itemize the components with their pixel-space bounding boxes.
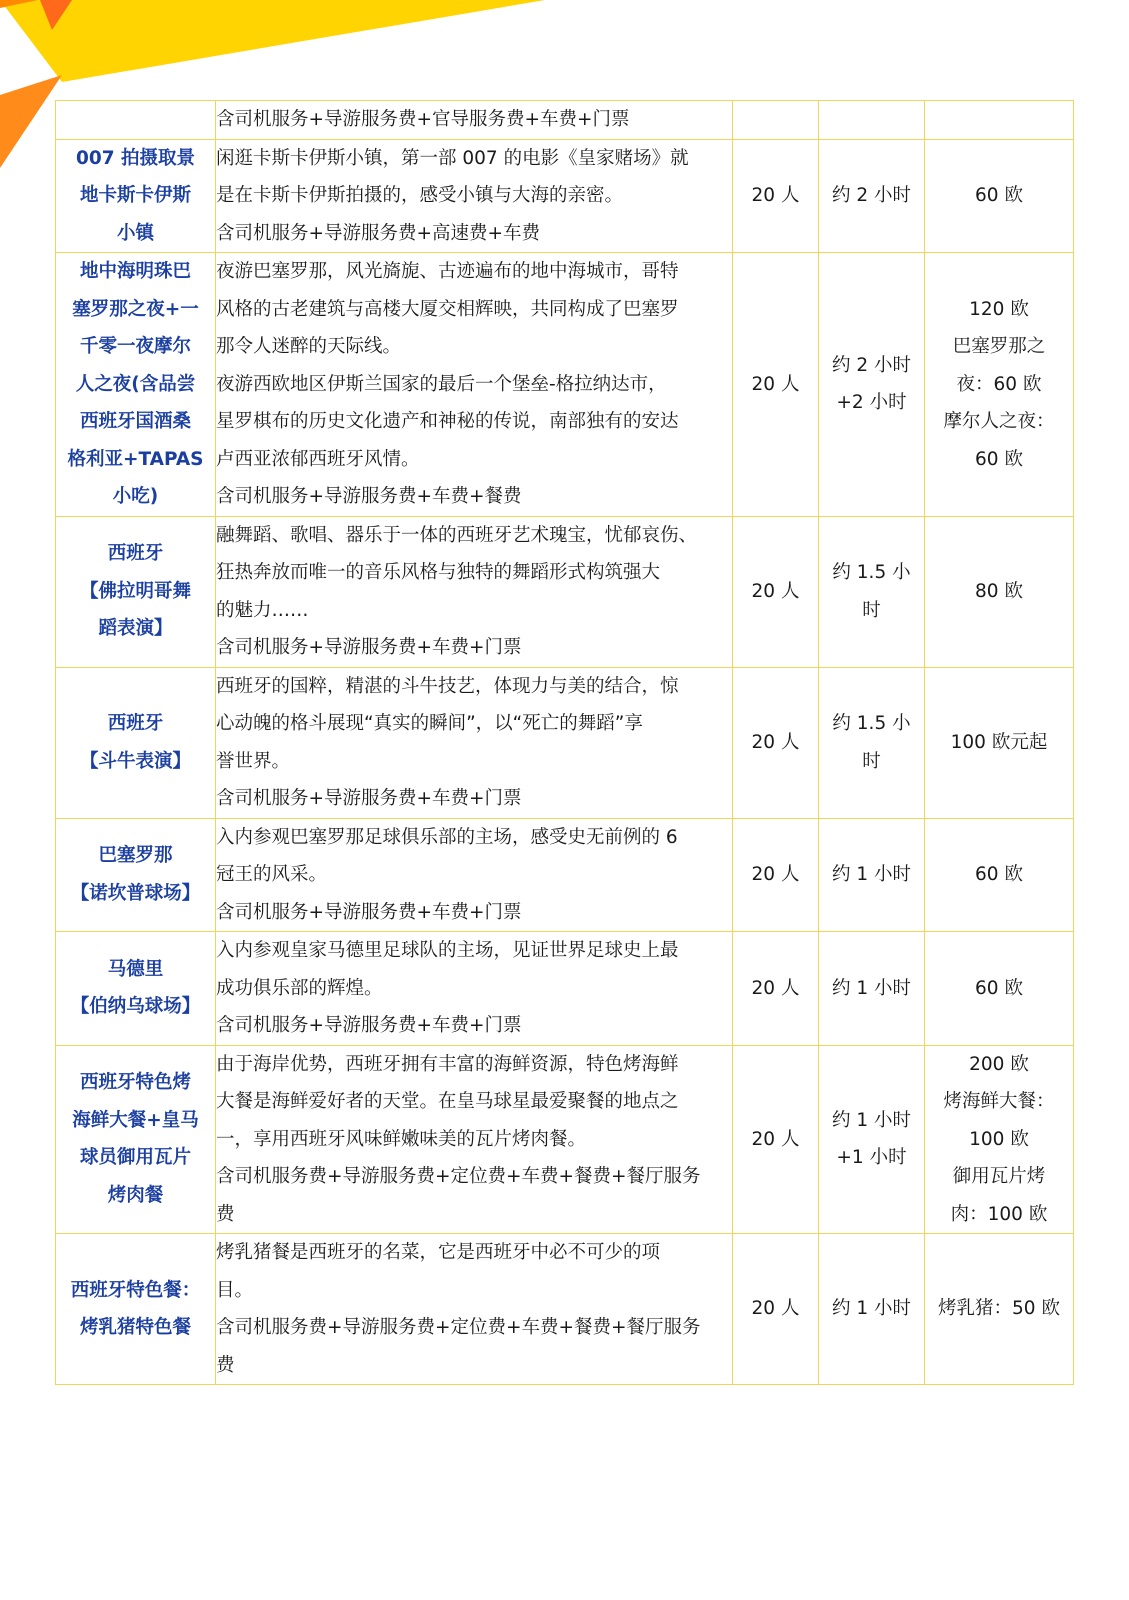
activity-name-line: 【伯纳乌球场】 [70, 996, 201, 1018]
activity-description-line: 一，享用西班牙风味鲜嫩味美的瓦片烤肉餐。 [216, 1128, 587, 1150]
duration-line: 时 [862, 750, 881, 772]
price-cell [925, 139, 1074, 253]
activity-description-line: 含司机服务+导游服务费+车费+门票 [216, 901, 522, 923]
activity-description-cell [216, 1045, 733, 1234]
itinerary-table [55, 100, 1074, 1385]
price-line: 100 欧元起 [950, 731, 1048, 753]
price-cell [925, 818, 1074, 932]
activity-description-line: 入内参观皇家马德里足球队的主场，见证世界足球史上最 [216, 940, 679, 961]
table-row [56, 1234, 1074, 1385]
duration-line: 约 2 小时 [831, 185, 912, 206]
table-row [56, 932, 1074, 1046]
group-size-cell: 20 人 [733, 139, 819, 253]
duration-cell [819, 1045, 925, 1234]
price-line: 60 欧 [975, 864, 1023, 885]
group-size-cell: 20 人 [733, 516, 819, 667]
duration-line: 约 1.5 小 [832, 562, 911, 583]
activity-description-line: 费 [216, 1203, 235, 1225]
table-row [56, 667, 1074, 818]
price-line: 60 欧 [975, 977, 1023, 999]
price-line: 60 欧 [975, 185, 1023, 206]
activity-description-line: 成功俱乐部的辉煌。 [216, 977, 383, 999]
price-cell [925, 1234, 1074, 1385]
activity-description-line: 的魅力…… [216, 599, 309, 621]
duration-cell [819, 139, 925, 253]
group-size-cell: 20 人 [733, 932, 819, 1046]
activity-description-line: 含司机服务+导游服务费+车费+餐费 [216, 486, 522, 507]
activity-description-line: 含司机服务+导游服务费+高速费+车费 [216, 222, 541, 244]
duration-line: 约 2 小时 [831, 354, 912, 376]
activity-description-line: 含司机服务+导游服务费+车费+门票 [216, 1015, 522, 1036]
group-size-cell: 20 人 [733, 667, 819, 818]
activity-description-cell [216, 1234, 733, 1385]
activity-description-line: 誉世界。 [216, 750, 291, 772]
activity-description-line: 是在卡斯卡伊斯拍摄的，感受小镇与大海的亲密。 [216, 185, 624, 206]
activity-description-line: 含司机服务费+导游服务费+定位费+车费+餐费+餐厅服务 [216, 1317, 701, 1338]
table-row [56, 516, 1074, 667]
duration-cell [819, 253, 925, 517]
activity-name-cell [56, 818, 216, 932]
activity-name-line: 007 拍摄取景 [75, 147, 196, 169]
activity-name-line: 烤肉餐 [107, 1184, 164, 1206]
activity-name-line: 巴塞罗那 [98, 845, 173, 867]
activity-name-cell [56, 101, 216, 140]
duration-cell [819, 101, 925, 140]
activity-description-line: 目。 [216, 1279, 254, 1301]
duration-line: 约 1 小时 [831, 864, 912, 885]
activity-name-cell [56, 1045, 216, 1234]
activity-name-line: 地中海明珠巴 [79, 261, 191, 282]
activity-name-line: 蹈表演】 [98, 618, 173, 640]
duration-cell [819, 516, 925, 667]
activity-description-line: 含司机服务+导游服务费+车费+门票 [216, 637, 522, 658]
activity-description-line: 闲逛卡斯卡伊斯小镇，第一部 007 的电影《皇家赌场》就 [216, 147, 689, 169]
price-cell [925, 516, 1074, 667]
activity-name-line: 地卡斯卡伊斯 [79, 185, 191, 206]
activity-name-line: 【斗牛表演】 [79, 750, 191, 772]
table-row [56, 818, 1074, 932]
activity-name-line: 西班牙国酒桑 [79, 411, 191, 432]
group-size-cell: 20 人 [733, 818, 819, 932]
activity-description-line: 含司机服务费+导游服务费+定位费+车费+餐费+餐厅服务 [216, 1166, 701, 1187]
duration-line: +1 小时 [836, 1147, 907, 1169]
activity-name-line: 千零一夜摩尔 [79, 336, 191, 357]
price-line: 肉：100 欧 [950, 1203, 1048, 1225]
price-line: 烤海鲜大餐： [943, 1091, 1055, 1112]
table-row [56, 1045, 1074, 1234]
activity-description-line: 大餐是海鲜爱好者的天堂。在皇马球星最爱聚餐的地点之 [216, 1091, 679, 1112]
activity-name-line: 西班牙特色烤 [79, 1072, 191, 1094]
price-cell [925, 667, 1074, 818]
activity-name-cell [56, 667, 216, 818]
activity-description-cell [216, 253, 733, 517]
activity-description-cell [216, 818, 733, 932]
activity-description-line: 夜游西欧地区伊斯兰国家的最后一个堡垒-格拉纳达市， [216, 373, 667, 395]
table-row [56, 253, 1074, 517]
duration-line: 约 1.5 小 [832, 713, 911, 734]
activity-name-cell [56, 1234, 216, 1385]
activity-description-line: 含司机服务+导游服务费+车费+门票 [216, 788, 522, 809]
price-line: 巴塞罗那之 [952, 336, 1046, 357]
activity-description-line: 夜游巴塞罗那，风光旖旎、古迹遍布的地中海城市，哥特 [216, 261, 679, 282]
activity-name-line: 塞罗那之夜+一 [72, 298, 199, 320]
activity-description-line: 费 [216, 1354, 235, 1376]
activity-name-line: 人之夜(含品尝 [75, 373, 196, 395]
activity-name-cell [56, 516, 216, 667]
price-line: 摩尔人之夜： [943, 411, 1055, 432]
activity-description-line: 西班牙的国粹，精湛的斗牛技艺，体现力与美的结合，惊 [216, 675, 679, 697]
activity-name-line: 小吃) [112, 486, 159, 507]
group-size-cell [733, 101, 819, 140]
activity-name-line: 烤乳猪特色餐 [79, 1317, 191, 1338]
price-cell [925, 932, 1074, 1046]
activity-description-line: 风格的古老建筑与高楼大厦交相辉映，共同构成了巴塞罗 [216, 298, 679, 320]
duration-cell [819, 818, 925, 932]
activity-name-cell [56, 253, 216, 517]
price-cell [925, 253, 1074, 517]
table-row [56, 139, 1074, 253]
price-cell [925, 1045, 1074, 1234]
duration-cell [819, 1234, 925, 1385]
activity-description-line: 入内参观巴塞罗那足球俱乐部的主场，感受史无前例的 6 [216, 826, 678, 848]
activity-description-line: 星罗棋布的历史文化遗产和神秘的传说，南部独有的安达 [216, 411, 679, 432]
price-cell [925, 101, 1074, 140]
activity-description-line: 由于海岸优势，西班牙拥有丰富的海鲜资源，特色烤海鲜 [216, 1053, 679, 1075]
price-line: 烤乳猪：50 欧 [938, 1298, 1060, 1320]
itinerary-table-body [56, 101, 1074, 1385]
activity-name-line: 格利亚+TAPAS [67, 448, 204, 470]
duration-line: 时 [862, 599, 881, 621]
duration-line: +2 小时 [836, 392, 907, 414]
duration-line: 约 1 小时 [831, 1298, 912, 1320]
activity-name-line: 海鲜大餐+皇马 [72, 1109, 199, 1131]
price-line: 御用瓦片烤 [952, 1166, 1046, 1187]
price-line: 60 欧 [975, 448, 1023, 470]
activity-description-line: 心动魄的格斗展现“真实的瞬间”，以“死亡的舞蹈”享 [216, 713, 643, 734]
activity-description-line: 狂热奔放而唯一的音乐风格与独特的舞蹈形式构筑强大 [216, 562, 661, 583]
duration-cell [819, 932, 925, 1046]
activity-name-cell [56, 932, 216, 1046]
duration-cell [819, 667, 925, 818]
activity-description-line: 冠王的风采。 [216, 864, 328, 885]
activity-description-cell [216, 667, 733, 818]
price-line: 夜：60 欧 [956, 373, 1042, 395]
activity-name-line: 球员御用瓦片 [79, 1147, 191, 1169]
group-size-cell: 20 人 [733, 253, 819, 517]
activity-description-line: 含司机服务+导游服务费+官导服务费+车费+门票 [216, 109, 630, 130]
activity-name-cell [56, 139, 216, 253]
activity-name-line: 【佛拉明哥舞 [79, 580, 191, 602]
price-line: 200 欧 [969, 1053, 1029, 1075]
activity-name-line: 小镇 [116, 222, 154, 244]
activity-description-line: 融舞蹈、歌唱、器乐于一体的西班牙艺术瑰宝，忧郁哀伤、 [216, 524, 698, 546]
price-line: 80 欧 [975, 580, 1023, 602]
activity-description-line: 卢西亚浓郁西班牙风情。 [216, 448, 420, 470]
activity-name-line: 【诺坎普球场】 [70, 882, 201, 904]
activity-description-cell [216, 101, 733, 140]
group-size-cell: 20 人 [733, 1234, 819, 1385]
activity-name-line: 马德里 [107, 958, 164, 980]
activity-description-line: 烤乳猪餐是西班牙的名菜，它是西班牙中必不可少的项 [216, 1242, 661, 1263]
activity-name-line: 西班牙 [107, 713, 164, 734]
activity-description-cell [216, 516, 733, 667]
price-line: 100 欧 [969, 1128, 1029, 1150]
activity-description-line: 那令人迷醉的天际线。 [216, 336, 402, 357]
group-size-cell: 20 人 [733, 1045, 819, 1234]
activity-description-cell [216, 139, 733, 253]
table-row [56, 101, 1074, 140]
activity-name-line: 西班牙 [107, 543, 164, 565]
activity-description-cell [216, 932, 733, 1046]
activity-name-line: 西班牙特色餐： [70, 1279, 201, 1301]
price-line: 120 欧 [969, 298, 1029, 320]
duration-line: 约 1 小时 [831, 977, 912, 999]
duration-line: 约 1 小时 [831, 1109, 912, 1131]
